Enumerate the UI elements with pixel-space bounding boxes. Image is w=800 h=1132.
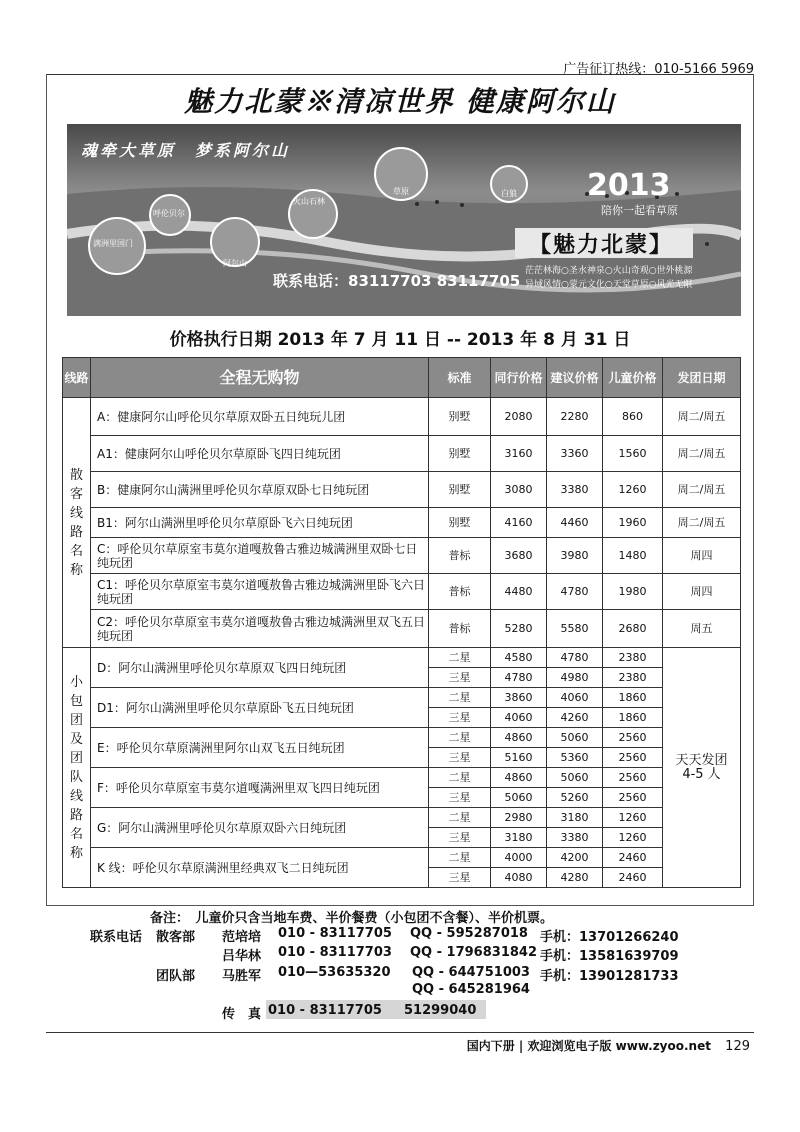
fax-label: 传 真 — [222, 1007, 262, 1022]
banner-tags-line-2: 异域风情○蒙元文化○天堂草原○风光无限 — [525, 280, 693, 290]
header-departure: 发团日期 — [663, 358, 741, 398]
contact-mobile: 手机：13701266240 — [540, 930, 679, 945]
child-price-cell: 2560 — [603, 768, 663, 788]
peer-price-cell: 5060 — [491, 788, 547, 808]
suggest-price-cell: 3980 — [547, 538, 603, 574]
route-name: A：健康阿尔山呼伦贝尔草原双卧五日纯玩儿团 — [91, 398, 429, 436]
contact-name: 范培培 — [222, 930, 262, 945]
suggest-price-cell: 5580 — [547, 610, 603, 648]
child-price-cell: 2460 — [603, 848, 663, 868]
standard-cell: 别墅 — [429, 472, 491, 508]
route-name: C2：呼伦贝尔草原室韦莫尔道嘎敖鲁古雅边城满洲里双飞五日纯玩团 — [91, 610, 429, 648]
standard-cell: 别墅 — [429, 508, 491, 538]
route-name: E：呼伦贝尔草原满洲里阿尔山双飞五日纯玩团 — [91, 728, 429, 768]
peer-price-cell: 4860 — [491, 728, 547, 748]
star-cell: 二星 — [429, 808, 491, 828]
route-name: D1：阿尔山满洲里呼伦贝尔草原卧飞五日纯玩团 — [91, 688, 429, 728]
child-price-cell: 2460 — [603, 868, 663, 888]
contact-mobile: 手机：13581639709 — [540, 949, 679, 964]
departure-cell: 周二/周五 — [663, 472, 741, 508]
category-group-routes — [63, 648, 91, 888]
suggest-price-cell: 3380 — [547, 828, 603, 848]
route-name: B1：阿尔山满洲里呼伦贝尔草原卧飞六日纯玩团 — [91, 508, 429, 538]
peer-price-cell: 3180 — [491, 828, 547, 848]
child-price-cell: 1260 — [603, 808, 663, 828]
peer-price-cell: 5160 — [491, 748, 547, 768]
peer-price-cell: 4480 — [491, 574, 547, 610]
suggest-price-cell: 4460 — [547, 508, 603, 538]
star-cell: 二星 — [429, 768, 491, 788]
child-price-cell: 860 — [603, 398, 663, 436]
headline: 魅力北蒙※清凉世界 健康阿尔山 — [184, 85, 616, 118]
price-valid-date: 价格执行日期 2013 年 7 月 11 日 -- 2013 年 8 月 31 日 — [169, 330, 631, 350]
table-row — [63, 728, 741, 748]
circle-label: 满洲里国门 — [93, 239, 133, 248]
suggest-price-cell: 4980 — [547, 668, 603, 688]
fax-number: 010 - 83117705 — [268, 1003, 382, 1018]
contact-mobile: 手机：13901281733 — [540, 969, 679, 984]
standard-cell: 别墅 — [429, 436, 491, 472]
suggest-price-cell: 5060 — [547, 728, 603, 748]
ad-hotline: 广告征订热线：010-5166 5969 — [563, 62, 754, 77]
star-cell: 三星 — [429, 748, 491, 768]
star-cell: 二星 — [429, 688, 491, 708]
peer-price-cell: 3860 — [491, 688, 547, 708]
peer-price-cell: 4580 — [491, 648, 547, 668]
table-row — [63, 648, 741, 668]
contact-label: 联系电话 — [90, 930, 143, 945]
group-departure-line-2: 4-5 人 — [682, 766, 721, 782]
child-price-cell: 1860 — [603, 708, 663, 728]
peer-price-cell: 3160 — [491, 436, 547, 472]
departure-cell: 周二/周五 — [663, 436, 741, 472]
child-price-cell: 2380 — [603, 648, 663, 668]
header-suggest-price: 建议价格 — [547, 358, 603, 398]
star-cell: 二星 — [429, 728, 491, 748]
peer-price-cell: 5280 — [491, 610, 547, 648]
suggest-price-cell: 4260 — [547, 708, 603, 728]
route-name: C：呼伦贝尔草原室韦莫尔道嘎敖鲁古雅边城满洲里双卧七日纯玩团 — [91, 538, 429, 574]
star-cell: 二星 — [429, 848, 491, 868]
table-row — [63, 688, 741, 708]
header-route-type: 线路 — [63, 358, 91, 398]
contact-phone: 010—53635320 — [278, 965, 391, 980]
footer-text: 国内下册 | 欢迎浏览电子版 www.zyoo.net — [466, 1039, 711, 1053]
dept-group: 团队部 — [156, 969, 196, 984]
route-name: C1：呼伦贝尔草原室韦莫尔道嘎敖鲁古雅边城满洲里卧飞六日纯玩团 — [91, 574, 429, 610]
table-row — [63, 398, 741, 436]
contact-name: 马胜军 — [222, 969, 262, 984]
footer — [467, 1037, 750, 1054]
contact-phone: 010 - 83117705 — [278, 926, 392, 941]
star-cell: 三星 — [429, 668, 491, 688]
route-name: G：阿尔山满洲里呼伦贝尔草原双卧六日纯玩团 — [91, 808, 429, 848]
circle-label: 草原 — [393, 187, 409, 196]
header-child-price: 儿童价格 — [603, 358, 663, 398]
suggest-price-cell: 3180 — [547, 808, 603, 828]
suggest-price-cell: 5260 — [547, 788, 603, 808]
contact-qq: QQ - 1796831842 — [410, 945, 538, 960]
contact-phone: 010 - 83117703 — [278, 945, 392, 960]
banner-tags — [525, 264, 693, 292]
child-price-cell: 1480 — [603, 538, 663, 574]
departure-cell: 周四 — [663, 574, 741, 610]
peer-price-cell: 2080 — [491, 398, 547, 436]
table-row — [63, 808, 741, 828]
table-row — [63, 768, 741, 788]
departure-cell: 周二/周五 — [663, 398, 741, 436]
bottom-rule — [46, 1032, 754, 1033]
circle-label: 白狼 — [501, 189, 517, 198]
table-row — [63, 848, 741, 868]
suggest-price-cell: 4780 — [547, 574, 603, 610]
child-price-cell: 1960 — [603, 508, 663, 538]
banner-tags-line-1: 茫茫林海○圣水神泉○火山奇观○世外桃源 — [525, 266, 693, 276]
child-price-cell: 1980 — [603, 574, 663, 610]
group-departure-cell — [663, 648, 741, 888]
table-row — [63, 574, 741, 610]
child-price-cell: 2560 — [603, 748, 663, 768]
peer-price-cell: 4000 — [491, 848, 547, 868]
circle-label: 火山石林 — [293, 197, 325, 206]
peer-price-cell: 4080 — [491, 868, 547, 888]
peer-price-cell: 4060 — [491, 708, 547, 728]
child-price-cell: 2560 — [603, 728, 663, 748]
peer-price-cell: 4160 — [491, 508, 547, 538]
child-price-cell: 1860 — [603, 688, 663, 708]
header-peer-price: 同行价格 — [491, 358, 547, 398]
child-price-cell: 2680 — [603, 610, 663, 648]
child-price-cell: 1260 — [603, 828, 663, 848]
table-row — [63, 436, 741, 472]
standard-cell: 普标 — [429, 610, 491, 648]
suggest-price-cell: 4200 — [547, 848, 603, 868]
star-cell: 三星 — [429, 828, 491, 848]
suggest-price-cell: 4060 — [547, 688, 603, 708]
star-cell: 三星 — [429, 788, 491, 808]
standard-cell: 别墅 — [429, 398, 491, 436]
suggest-price-cell: 4280 — [547, 868, 603, 888]
departure-cell: 周五 — [663, 610, 741, 648]
group-departure-line-1: 天天发团 — [675, 752, 728, 768]
suggest-price-cell: 3360 — [547, 436, 603, 472]
departure-cell: 周二/周五 — [663, 508, 741, 538]
banner-year: 2013 — [587, 168, 671, 203]
contact-qq: QQ - 595287018 — [410, 926, 528, 941]
standard-cell: 普标 — [429, 574, 491, 610]
remark-note: 备注： 儿童价只含当地车费、半价餐费（小包团不含餐）、半价机票。 — [150, 911, 554, 926]
page-number: 129 — [725, 1039, 750, 1054]
peer-price-cell: 3080 — [491, 472, 547, 508]
fax-number-2: 51299040 — [404, 1003, 477, 1018]
child-price-cell: 2560 — [603, 788, 663, 808]
suggest-price-cell: 3380 — [547, 472, 603, 508]
banner-phone: 联系电话：83117703 83117705 — [273, 272, 521, 290]
standard-cell: 普标 — [429, 538, 491, 574]
suggest-price-cell: 5360 — [547, 748, 603, 768]
table-header-row — [63, 358, 741, 398]
suggest-price-cell: 4780 — [547, 648, 603, 668]
table-row — [63, 610, 741, 648]
star-cell: 二星 — [429, 648, 491, 668]
table-row — [63, 472, 741, 508]
banner-image — [67, 124, 741, 316]
peer-price-cell: 4780 — [491, 668, 547, 688]
peer-price-cell: 3680 — [491, 538, 547, 574]
header-title: 全程无购物 — [91, 358, 429, 398]
route-name: A1：健康阿尔山呼伦贝尔草原卧飞四日纯玩团 — [91, 436, 429, 472]
banner-slogan: 魂牵大草原 梦系阿尔山 — [81, 141, 291, 160]
star-cell: 三星 — [429, 868, 491, 888]
category-fit-routes-text: 散客线路名称 — [69, 467, 83, 578]
dept-fit: 散客部 — [156, 930, 196, 945]
peer-price-cell: 4860 — [491, 768, 547, 788]
peer-price-cell: 2980 — [491, 808, 547, 828]
child-price-cell: 1560 — [603, 436, 663, 472]
category-fit-routes — [63, 398, 91, 648]
suggest-price-cell: 2280 — [547, 398, 603, 436]
route-name: D：阿尔山满洲里呼伦贝尔草原双飞四日纯玩团 — [91, 648, 429, 688]
child-price-cell: 1260 — [603, 472, 663, 508]
route-name: B：健康阿尔山满洲里呼伦贝尔草原双卧七日纯玩团 — [91, 472, 429, 508]
contact-qq-2: QQ - 645281964 — [412, 982, 530, 997]
suggest-price-cell: 5060 — [547, 768, 603, 788]
header-standard: 标准 — [429, 358, 491, 398]
route-name: K 线：呼伦贝尔草原满洲里经典双飞二日纯玩团 — [91, 848, 429, 888]
contact-qq: QQ - 644751003 — [412, 965, 530, 980]
table-row — [63, 508, 741, 538]
star-cell: 三星 — [429, 708, 491, 728]
price-table — [62, 357, 741, 888]
circle-label: 呼伦贝尔 — [153, 209, 185, 218]
child-price-cell: 2380 — [603, 668, 663, 688]
contact-name: 吕华林 — [222, 949, 262, 964]
banner-year-subtitle: 陪你一起看草原 — [601, 204, 678, 217]
table-row — [63, 538, 741, 574]
route-name: F：呼伦贝尔草原室韦莫尔道嘎满洲里双飞四日纯玩团 — [91, 768, 429, 808]
banner-brand: 【魅力北蒙】 — [529, 233, 674, 258]
category-group-routes-text: 小包团及团队线路名称 — [69, 674, 83, 861]
circle-label: 阿尔山 — [223, 259, 247, 268]
departure-cell: 周四 — [663, 538, 741, 574]
